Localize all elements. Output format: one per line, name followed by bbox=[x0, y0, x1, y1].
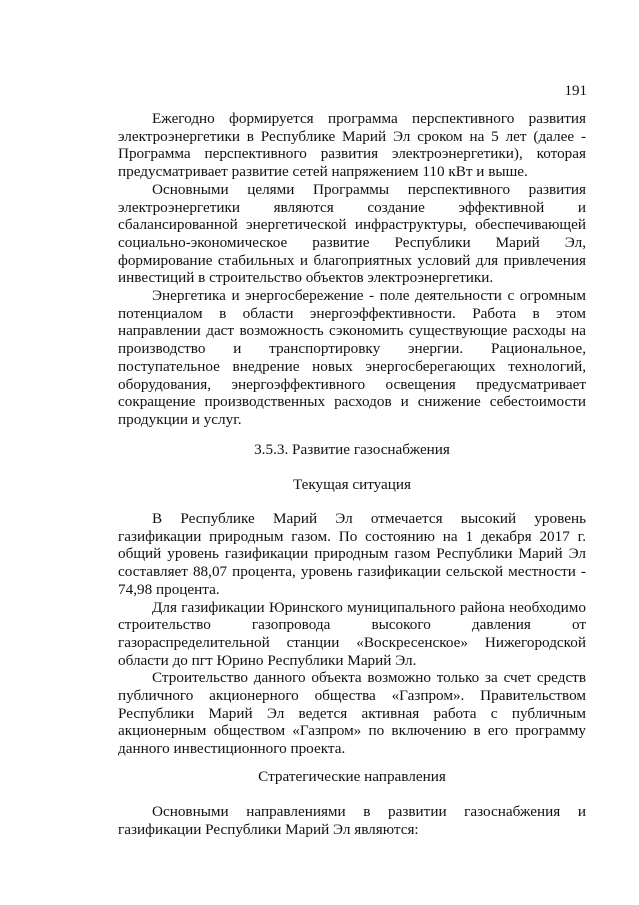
paragraph: Основными направлениями в развитии газоснабжения и газификации Республики Марий Эл являются: bbox=[118, 803, 586, 838]
paragraph: Для газификации Юринского муниципального района необходимо строительство газопровода высокого давления от газораспределительной станции «Воскресенское» Нижегородской области до пгт Юрино Республики Марий Эл. bbox=[118, 598, 586, 669]
electricity-section-body bbox=[118, 110, 586, 429]
subsection-title-current-situation: Текущая ситуация bbox=[292, 476, 412, 493]
page-number: 191 bbox=[564, 83, 587, 99]
section-title: 3.5.3. Развитие газоснабжения bbox=[254, 441, 450, 458]
gas-current-situation-body bbox=[118, 510, 586, 758]
paragraph: Ежегодно формируется программа перспективного развития электроэнергетики в Республике Марий Эл сроком на 5 лет (далее - Программа перспективного развития электроэнергетики), которая предусматривает развитие сетей напряжением 110 кВт и выше. bbox=[118, 110, 586, 181]
subsection-title-strategic-directions: Стратегические направления bbox=[258, 768, 446, 785]
paragraph: Строительство данного объекта возможно только за счет средств публичного акционерного общества «Газпром». Правительством Республики Марий Эл ведется активная работа с публичным акционерным обществом «Газпром» по включению в его программу данного инвестиционного проекта. bbox=[118, 669, 586, 758]
strategic-directions-body bbox=[118, 803, 586, 838]
paragraph: В Республике Марий Эл отмечается высокий уровень газификации природным газом. По состоянию на 1 декабря 2017 г. общий уровень газификации природным газом Республики Марий Эл составляет 88,07 процента, уровень газификации сельской местности - 74,98 процента. bbox=[118, 510, 586, 598]
paragraph: Основными целями Программы перспективного развития электроэнергетики являются создание эффективной и сбалансированной энергетической инфраструктуры, обеспечивающей социально-экономическое развитие Республики Марий Эл, формирование стабильных и благоприятных условий для привлечения инвестиций в строительство объектов электроэнергетики. bbox=[118, 180, 586, 287]
paragraph: Энергетика и энергосбережение - поле деятельности с огромным потенциалом в области энергоэффективности. Работа в этом направлении даст возможность сэкономить существующие расходы на производство и транспортировку энергии. Рациональное, поступательное внедрение новых энергосберегающих технологий, оборудования, энергоэффективного освещения предусматривает сокращение производственных расходов и снижение себестоимости продукции и услуг. bbox=[118, 287, 586, 428]
